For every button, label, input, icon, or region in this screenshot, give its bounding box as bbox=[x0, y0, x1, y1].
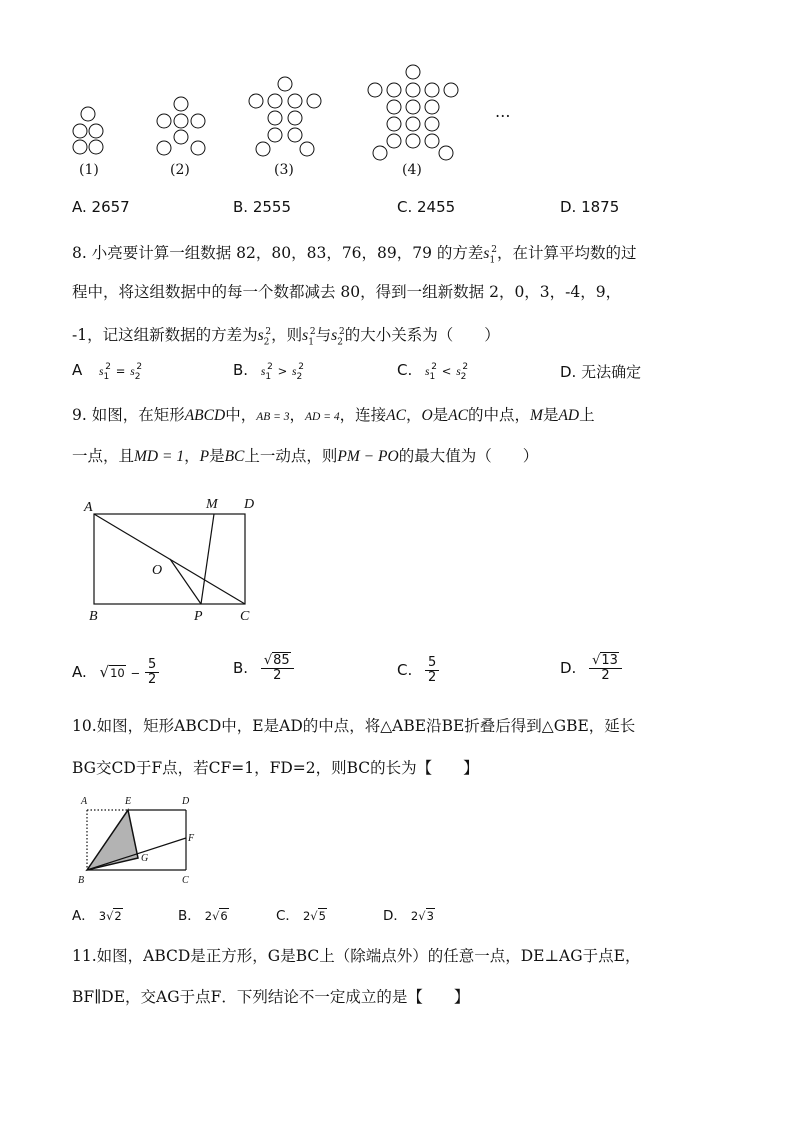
q10-line-2: BG交CD于F点，若CF=1，FD=2，则BC的长为【 】 bbox=[72, 759, 479, 777]
pattern-4 bbox=[368, 65, 458, 160]
q11-line-2: BF∥DE，交AG于点F．下列结论不一定成立的是【 】 bbox=[72, 988, 470, 1006]
q8-option-c: C. $s_1^2 < s_2^2$ bbox=[397, 361, 469, 382]
q10-figure bbox=[75, 793, 210, 888]
q9-line-1: 9. 如图，在矩形ABCD中，AB = 3，AD = 4，连接AC，O是AC的中点，M是AD上 bbox=[72, 406, 595, 424]
label-D: D bbox=[182, 796, 190, 807]
q9-line-2: 一点，且MD = 1，P是BC上一动点，则PM − PO的最大值为（ ） bbox=[72, 447, 539, 465]
q10-line-1: 10.如图，矩形ABCD中，E是AD的中点，将△ABE沿BE折叠后得到△GBE，延长 bbox=[72, 717, 636, 735]
label-C: C bbox=[240, 609, 250, 624]
q7-option-c: C. 2455 bbox=[397, 198, 456, 216]
q10-option-a: A． 3√2 bbox=[72, 908, 122, 924]
label-A: A bbox=[81, 796, 88, 807]
q7-option-d: D. 1875 bbox=[560, 198, 620, 216]
q11-line-1: 11.如图，ABCD是正方形，G是BC上（除端点外）的任意一点，DE⊥AG于点E， bbox=[72, 947, 641, 965]
q10-option-b: B． 2√6 bbox=[178, 908, 228, 924]
label-C: C bbox=[182, 875, 189, 886]
q9-option-b: B. $\frac{√85}{2}$ bbox=[233, 654, 294, 683]
segment-pm bbox=[201, 514, 214, 604]
triangle-gbe-shaded bbox=[87, 810, 138, 870]
pattern-label-1: (1) bbox=[79, 162, 99, 178]
label-D: D bbox=[244, 497, 255, 512]
pattern-1 bbox=[73, 107, 103, 154]
label-M: M bbox=[206, 497, 218, 512]
label-E: E bbox=[125, 796, 132, 807]
q8-line-1: 8. 小亮要计算一组数据 82，80，83，76，89，79 的方差$s_1^2$，在计算平均数的过 bbox=[72, 244, 637, 266]
q9-option-a: A. √10 − $\frac{5}{2}$ bbox=[72, 658, 159, 687]
q8-option-d: D. 无法确定 bbox=[560, 363, 642, 381]
pattern-label-4: (4) bbox=[402, 162, 422, 178]
q9-option-d: D. $\frac{√13}{2}$ bbox=[560, 654, 622, 683]
label-G: G bbox=[141, 853, 149, 864]
label-B: B bbox=[78, 875, 85, 886]
q8-option-b: B. $s_1^2 > s_2^2$ bbox=[233, 361, 304, 382]
q10-option-d: D． 2√3 bbox=[383, 908, 434, 924]
pattern-label-2: (2) bbox=[170, 162, 190, 178]
q8-line-3: -1，记这组新数据的方差为$s_2^2$，则$s_1^2$与$s_2^2$的大小关系为（ ） bbox=[72, 326, 500, 348]
q7-pattern-figure bbox=[60, 55, 530, 180]
segment-op bbox=[170, 559, 201, 604]
label-F: F bbox=[188, 833, 195, 844]
pattern-2 bbox=[157, 97, 205, 155]
diagonal-ac bbox=[94, 514, 245, 604]
q7-option-b: B. 2555 bbox=[233, 198, 292, 216]
q9-figure bbox=[80, 493, 270, 628]
q7-option-a: A. 2657 bbox=[72, 198, 130, 216]
label-A: A bbox=[84, 500, 93, 515]
pattern-label-3: (3) bbox=[274, 162, 294, 178]
q8-option-a: A $s_1^2 = s_2^2$ bbox=[72, 361, 143, 382]
pattern-3 bbox=[249, 77, 321, 156]
label-B: B bbox=[89, 609, 98, 624]
pattern-ellipsis: … bbox=[495, 103, 511, 121]
q10-option-c: C． 2√5 bbox=[276, 908, 326, 924]
label-P: P bbox=[194, 609, 203, 624]
label-O: O bbox=[152, 563, 163, 578]
q8-line-2: 程中，将这组数据中的每一个数都减去 80，得到一组新数据 2，0，3，-4，9， bbox=[72, 283, 622, 301]
q9-option-c: C. $\frac{5}{2}$ bbox=[397, 656, 439, 685]
